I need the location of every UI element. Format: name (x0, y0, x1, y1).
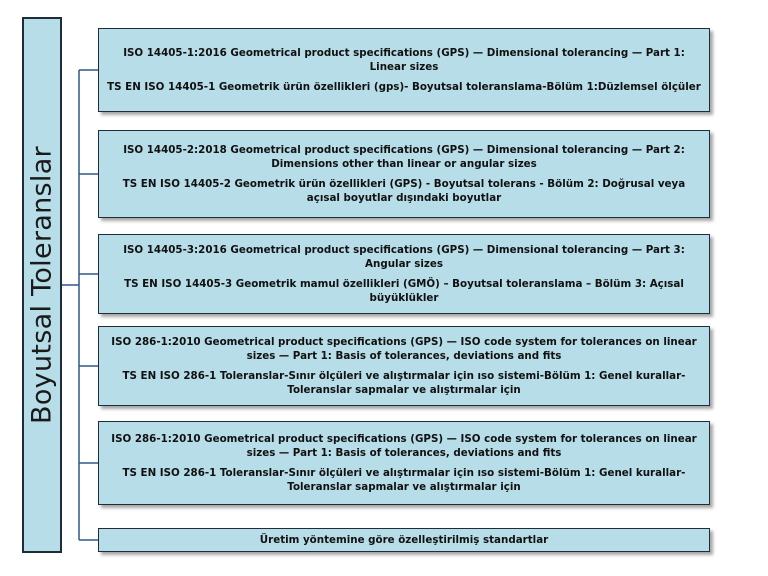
iso-standard-title: ISO 14405-1:2016 Geometrical product specifications (GPS) — Dimensional tolerancing — Part 1: Linear sizes (123, 47, 685, 73)
iso-standard-title: ISO 14405-3:2016 Geometrical product specifications (GPS) — Dimensional tolerancing — Part 3: Angular sizes (123, 244, 685, 270)
ts-standard-title: TS EN ISO 14405-3 Geometrik mamul özellikleri (GMÖ) – Boyutsal toleranslama – Bölüm 3: Açısal büyüklükler (124, 278, 684, 304)
ts-standard-title: TS EN ISO 14405-2 Geometrik ürün özellikleri (GPS) - Boyutsal tolerans - Bölüm 2: Doğrusal veya açısal boyutlar dışındaki boyutlar (122, 178, 686, 204)
iso-standard-title: ISO 14405-2:2018 Geometrical product specifications (GPS) — Dimensional tolerancing — Part 2: Dimensions other than linear or angular sizes (123, 144, 685, 170)
root-label: Boyutsal Toleranslar (26, 146, 58, 424)
standard-box-iso-14405-2 (98, 130, 710, 218)
ts-standard-title: TS EN ISO 286-1 Toleranslar-Sınır ölçüleri ve alıştırmalar için ıso sistemi-Bölüm 1: Genel kurallar-Toleranslar sapmalar ve alıştırmalar için (122, 467, 686, 493)
production-method-label: Üretim yöntemine göre özelleştirilmiş standartlar (259, 534, 549, 546)
ts-standard-title: TS EN ISO 286-1 Toleranslar-Sınır ölçüleri ve alıştırmalar için ıso sistemi-Bölüm 1: Genel kurallar-Toleranslar sapmalar ve alıştırmalar için (122, 370, 686, 396)
standard-box-iso-286-1-a (98, 326, 710, 406)
iso-standard-title: ISO 286-1:2010 Geometrical product specifications (GPS) — ISO code system for tolerances on linear sizes — Part 1: Basis of tolerances, deviations and fits (111, 433, 697, 459)
standard-box-production-method (98, 528, 710, 552)
ts-standard-title: TS EN ISO 14405-1 Geometrik ürün özellikleri (gps)- Boyutsal toleranslama-Bölüm 1:Düzlemsel ölçüler (107, 81, 701, 93)
standard-box-iso-14405-3 (98, 234, 710, 314)
standard-box-iso-14405-1 (98, 28, 710, 112)
standard-box-iso-286-1-b (98, 421, 710, 505)
iso-standard-title: ISO 286-1:2010 Geometrical product specifications (GPS) — ISO code system for tolerances on linear sizes — Part 1: Basis of tolerances, deviations and fits (111, 336, 697, 362)
